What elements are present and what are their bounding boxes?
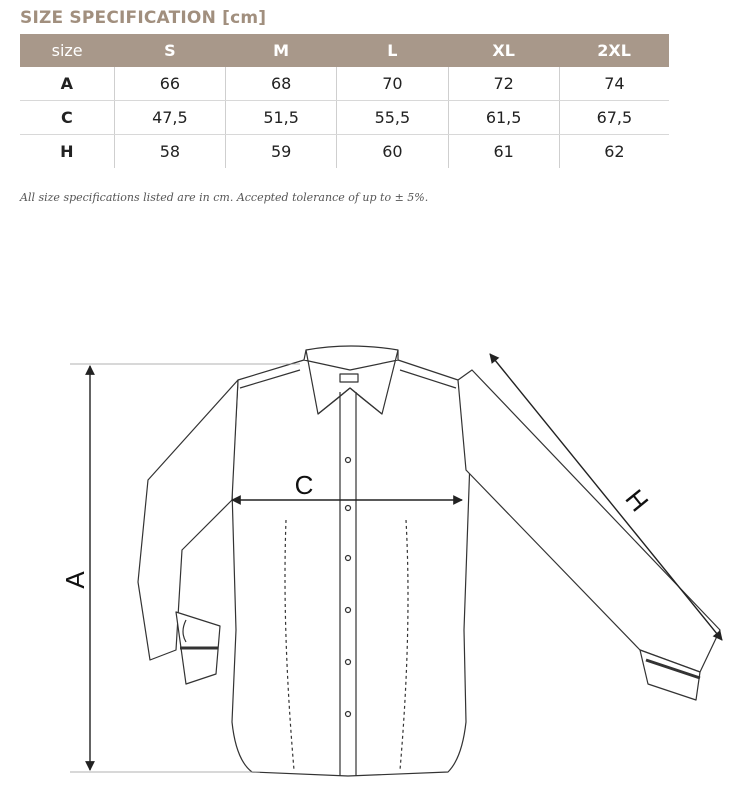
table-cell: 61 bbox=[448, 135, 559, 169]
column-header-m: M bbox=[226, 34, 337, 67]
table-cell: 66 bbox=[114, 67, 225, 101]
shirt-measurement-diagram bbox=[0, 330, 752, 790]
column-header-xl: XL bbox=[448, 34, 559, 67]
table-cell: 70 bbox=[337, 67, 448, 101]
table-cell: 67,5 bbox=[559, 101, 669, 135]
table-header-row bbox=[20, 34, 669, 67]
table-row-c bbox=[20, 101, 669, 135]
table-row-h bbox=[20, 135, 669, 169]
row-label: H bbox=[60, 142, 74, 161]
table-cell: 59 bbox=[226, 135, 337, 169]
row-label: C bbox=[20, 101, 114, 135]
table-row-a bbox=[20, 67, 669, 101]
column-header-s: S bbox=[114, 34, 225, 67]
column-header-2xl: 2XL bbox=[559, 34, 669, 67]
row-label: A bbox=[20, 67, 114, 101]
label-a: A bbox=[60, 571, 90, 589]
table-cell: 58 bbox=[114, 135, 225, 169]
column-header-size: size bbox=[20, 34, 114, 67]
column-header-l: L bbox=[337, 34, 448, 67]
table-cell: 61,5 bbox=[448, 101, 559, 135]
size-table bbox=[20, 34, 669, 168]
table-cell: 51,5 bbox=[226, 101, 337, 135]
table-cell: 74 bbox=[559, 67, 669, 101]
table-cell: 62 bbox=[559, 135, 669, 169]
label-h: H bbox=[619, 483, 655, 518]
tolerance-note: All size specifications listed are in cm. Accepted tolerance of up to ± 5%. bbox=[20, 191, 429, 204]
table-cell: 72 bbox=[448, 67, 559, 101]
label-c: C bbox=[294, 470, 314, 500]
table-cell: 68 bbox=[226, 67, 337, 101]
page-title: SIZE SPECIFICATION [cm] bbox=[20, 8, 267, 28]
table-cell: 55,5 bbox=[337, 101, 448, 135]
shirt-outline bbox=[138, 346, 720, 776]
table-cell: 47,5 bbox=[114, 101, 225, 135]
table-cell: 60 bbox=[337, 135, 448, 169]
